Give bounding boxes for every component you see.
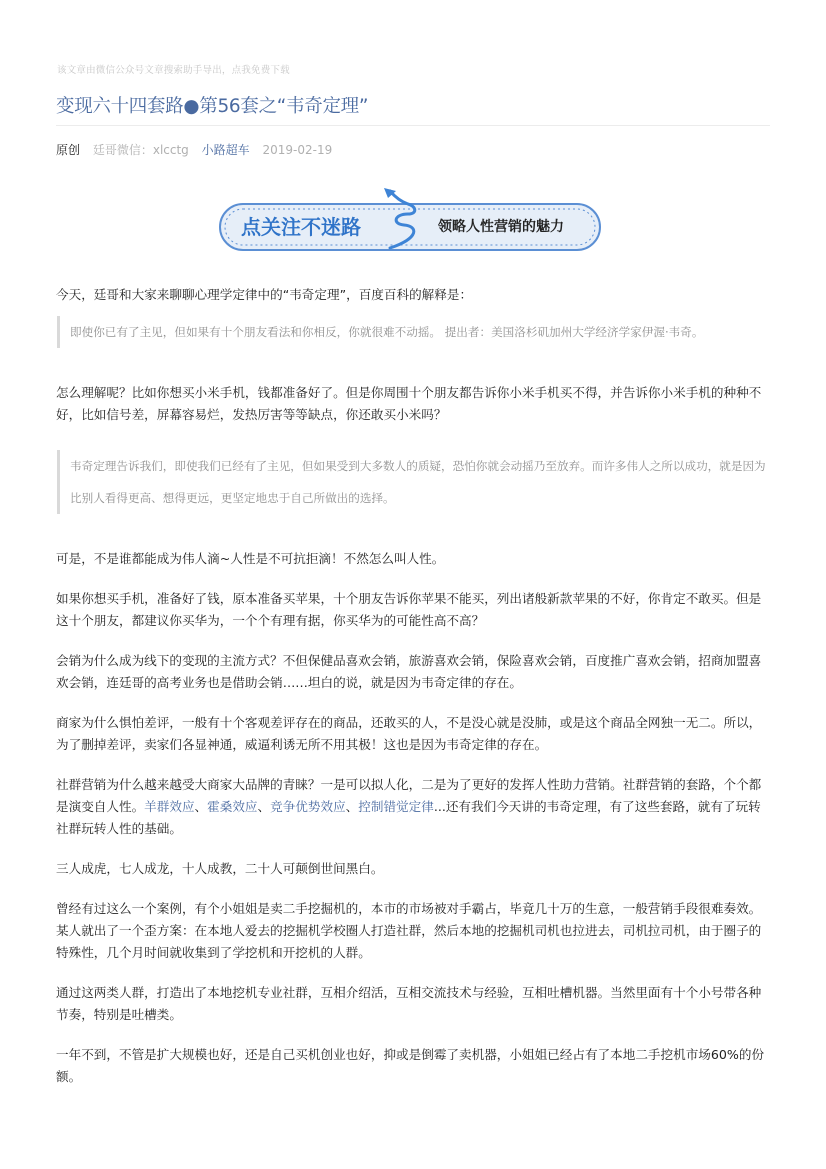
account-link[interactable]: 小路超车 [201,143,250,157]
article-title: 变现六十四套路●第56套之“韦奇定理” [56,96,369,117]
link-herd-effect[interactable]: 羊群效应 [144,799,195,814]
blockquote-2: 韦奇定理告诉我们，即使我们已经有了主见，但如果受到大多数人的质疑，恐怕你就会动摇乃至放弃。而许多伟人之所以成功，就是因为比别人看得更高、想得更远，更坚定地忠于自己所做出的选择。 [57,450,770,514]
link-separator: 、 [257,799,271,814]
link-separator: 、 [194,799,208,814]
paragraph-6: 商家为什么惧怕差评，一般有十个客观差评存在的商品，还敢买的人，不是没心就是没肺，或是这个商品全网独一无二。所以，为了删掉差评，卖家们各显神通，威逼利诱无所不用其极！这也是因为韦奇定律的存在。 [56,715,762,752]
follow-banner [218,186,602,252]
paragraph-8: 三人成虎，七人成龙，十人成教，二十人可颠倒世间黑白。 [56,861,384,876]
export-notice-link[interactable]: 该文章由微信公众号文章搜索助手导出，点我免费下载 [57,65,290,76]
banner-sub-text: 领略人性营销的魅力 [438,219,564,235]
paragraph-7-outro: ...还有我们今天讲的韦奇定理，有了这些套路，就有了玩转社群玩转人性的基础。 [56,799,761,836]
banner-main-text: 点关注不迷路 [241,215,361,239]
paragraph-10: 通过这两类人群，打造出了本地挖机专业社群，互相介绍活，互相交流技术与经验，互相吐槽机器。当然里面有十个小号带各种节奏，特别是吐槽类。 [56,985,762,1022]
original-label: 原创 [56,143,81,157]
blockquote-1: 即使你已有了主见，但如果有十个朋友看法和你相反，你就很难不动摇。 提出者：美国洛杉矶加州大学经济学家伊渥·韦奇。 [57,316,770,348]
paragraph-7 [56,774,770,840]
paragraph-5: 会销为什么成为线下的变现的主流方式？不但保健品喜欢会销，旅游喜欢会销，保险喜欢会销，百度推广喜欢会销，招商加盟喜欢会销，连廷哥的高考业务也是借助会销……坦白的说，就是因为韦奇定律的存在。 [56,653,762,690]
paragraph-1: 今天，廷哥和大家来聊聊心理学定律中的“韦奇定理”，百度百科的解释是： [56,287,473,302]
article-meta [56,141,341,158]
link-competitive-advantage-effect[interactable]: 竞争优势效应 [270,799,346,814]
link-hawthorne-effect[interactable]: 霍桑效应 [207,799,258,814]
paragraph-3: 可是，不是谁都能成为伟人滴~人性是不可抗拒滴！不然怎么叫人性。 [56,551,445,566]
publish-date: 2019-02-19 [262,143,333,157]
link-separator: 、 [345,799,359,814]
paragraph-9: 曾经有过这么一个案例，有个小姐姐是卖二手挖掘机的，本市的市场被对手霸占，毕竟几十万的生意，一般营销手段很难奏效。某人就出了一个歪方案：在本地人爱去的挖掘机学校圈人打造社群，然后本地的挖掘机司机也拉进去，司机拉司机，由于圈子的特殊性，几个月时间就收集到了学挖机和开挖机的人群。 [56,901,762,960]
paragraph-7-intro: 社群营销为什么越来越受大商家大品牌的青睐？一是可以拟人化，二是为了更好的发挥人性助力营销。社群营销的套路，个个都是演变自人性。 [56,777,762,814]
paragraph-2: 怎么理解呢？比如你想买小米手机，钱都准备好了。但是你周围十个朋友都告诉你小米手机买不得，并告诉你小米手机的种种不好，比如信号差，屏幕容易烂，发热厉害等等缺点，你还敢买小米吗？ [56,385,762,422]
link-illusion-of-control-law[interactable]: 控制错觉定律 [358,799,434,814]
paragraph-11: 一年不到，不管是扩大规模也好，还是自己买机创业也好，抑或是倒霉了卖机器，小姐姐已经占有了本地二手挖机市场60%的份额。 [56,1047,765,1084]
article-body [56,284,770,1088]
author-name: 廷哥微信：xlcctg [92,143,189,157]
paragraph-4: 如果你想买手机，准备好了钱，原本准备买苹果，十个朋友告诉你苹果不能买，列出诸般新款苹果的不好，你肯定不敢买。但是这十个朋友，都建议你买华为，一个个有理有据，你买华为的可能性高不高？ [56,591,762,628]
title-divider [56,125,770,126]
